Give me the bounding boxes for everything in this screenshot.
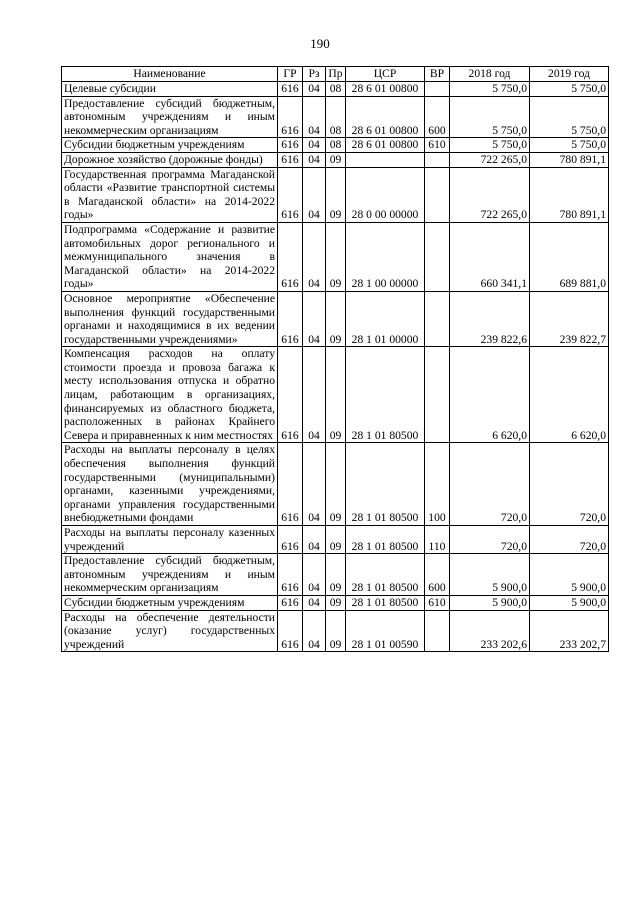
row-name: Предоставление субсидий бюджетным, автономным учреждениям и иным некоммерческим организациям [62,554,278,596]
row-gr: 616 [278,82,303,97]
row-pr: 09 [326,526,346,554]
row-vr: 600 [425,554,450,596]
row-csr: 28 1 01 80500 [346,347,425,443]
row-vr [425,291,450,346]
header-rz: Рз [303,67,326,82]
row-vr [425,610,450,652]
row-name: Подпрограмма «Содержание и развитие автомобильных дорог регионального и межмуниципального значения в Магаданской области» на 2014-2022 годы» [62,222,278,291]
row-name: Целевые субсидии [62,82,278,97]
table-row [62,554,609,596]
row-2018: 722 265,0 [450,167,530,222]
header-2018: 2018 год [450,67,530,82]
table-row [62,347,609,443]
row-2019: 239 822,7 [530,291,609,346]
row-csr: 28 0 00 00000 [346,167,425,222]
row-pr: 09 [326,167,346,222]
table-row [62,610,609,652]
header-csr: ЦСР [346,67,425,82]
table-row [62,138,609,153]
row-rz: 04 [303,138,326,153]
row-gr: 616 [278,138,303,153]
row-2018: 720,0 [450,526,530,554]
row-pr: 09 [326,554,346,596]
row-gr: 616 [278,595,303,610]
row-pr: 08 [326,82,346,97]
header-gr: ГР [278,67,303,82]
row-csr: 28 1 01 80500 [346,443,425,526]
row-name: Субсидии бюджетным учреждениям [62,595,278,610]
table-row [62,152,609,167]
row-gr: 616 [278,96,303,138]
row-pr: 09 [326,291,346,346]
row-name: Государственная программа Магаданской области «Развитие транспортной системы в Магаданской области» на 2014-2022 годы» [62,167,278,222]
row-2018: 5 750,0 [450,138,530,153]
row-gr: 616 [278,554,303,596]
row-vr: 110 [425,526,450,554]
row-pr: 09 [326,595,346,610]
row-2019: 720,0 [530,443,609,526]
row-2019: 5 900,0 [530,554,609,596]
row-gr: 616 [278,526,303,554]
header-2019: 2019 год [530,67,609,82]
row-2018: 239 822,6 [450,291,530,346]
row-vr [425,82,450,97]
row-2018: 5 750,0 [450,82,530,97]
row-2018: 660 341,1 [450,222,530,291]
table-header [62,67,609,82]
table-row [62,82,609,97]
row-2018: 5 900,0 [450,554,530,596]
row-name: Дорожное хозяйство (дорожные фонды) [62,152,278,167]
row-2019: 5 750,0 [530,96,609,138]
row-gr: 616 [278,291,303,346]
row-rz: 04 [303,610,326,652]
table-row [62,526,609,554]
table-row [62,291,609,346]
row-rz: 04 [303,291,326,346]
row-vr [425,152,450,167]
row-csr: 28 6 01 00800 [346,82,425,97]
row-gr: 616 [278,443,303,526]
row-rz: 04 [303,526,326,554]
table-row [62,167,609,222]
row-pr: 08 [326,138,346,153]
row-rz: 04 [303,82,326,97]
row-2018: 5 900,0 [450,595,530,610]
row-pr: 09 [326,610,346,652]
row-rz: 04 [303,96,326,138]
row-pr: 09 [326,443,346,526]
row-name: Основное мероприятие «Обеспечение выполнения функций государственными органами и находящимися в их ведении государственными учреждениями» [62,291,278,346]
header-row [62,67,609,82]
row-gr: 616 [278,610,303,652]
row-vr: 610 [425,138,450,153]
row-pr: 09 [326,152,346,167]
table-row [62,222,609,291]
table-body [62,82,609,652]
row-csr: 28 1 01 00590 [346,610,425,652]
row-gr: 616 [278,347,303,443]
row-csr [346,152,425,167]
row-2018: 720,0 [450,443,530,526]
table-row [62,443,609,526]
row-2019: 5 900,0 [530,595,609,610]
table-row [62,96,609,138]
row-rz: 04 [303,152,326,167]
row-2019: 5 750,0 [530,138,609,153]
row-rz: 04 [303,347,326,443]
row-csr: 28 1 01 00000 [346,291,425,346]
row-2018: 233 202,6 [450,610,530,652]
header-pr: Пр [326,67,346,82]
row-gr: 616 [278,167,303,222]
row-csr: 28 6 01 00800 [346,96,425,138]
row-rz: 04 [303,222,326,291]
row-rz: 04 [303,595,326,610]
row-name: Расходы на выплаты персоналу в целях обеспечения выполнения функций государственными (муниципальными) органами, казенными учреждениями, органами управления государственными внебюджетными фондами [62,443,278,526]
row-name: Расходы на обеспечение деятельности (оказание услуг) государственных учреждений [62,610,278,652]
row-name: Расходы на выплаты персоналу казенных учреждений [62,526,278,554]
row-vr [425,167,450,222]
row-csr: 28 1 01 80500 [346,526,425,554]
row-vr [425,222,450,291]
row-csr: 28 1 01 80500 [346,554,425,596]
row-pr: 09 [326,222,346,291]
row-gr: 616 [278,222,303,291]
page-number: 190 [310,36,330,51]
row-csr: 28 1 00 00000 [346,222,425,291]
row-pr: 09 [326,347,346,443]
row-2019: 233 202,7 [530,610,609,652]
row-rz: 04 [303,554,326,596]
row-2019: 689 881,0 [530,222,609,291]
row-2019: 780 891,1 [530,167,609,222]
row-pr: 08 [326,96,346,138]
row-gr: 616 [278,152,303,167]
row-vr: 100 [425,443,450,526]
budget-table [61,66,609,652]
row-rz: 04 [303,167,326,222]
row-2018: 722 265,0 [450,152,530,167]
table-row [62,595,609,610]
row-vr [425,347,450,443]
header-name: Наименование [62,67,278,82]
row-2018: 5 750,0 [450,96,530,138]
row-rz: 04 [303,443,326,526]
row-2019: 5 750,0 [530,82,609,97]
row-name: Предоставление субсидий бюджетным, автономным учреждениям и иным некоммерческим организациям [62,96,278,138]
row-2018: 6 620,0 [450,347,530,443]
row-csr: 28 6 01 00800 [346,138,425,153]
row-2019: 720,0 [530,526,609,554]
row-name: Компенсация расходов на оплату стоимости проезда и провоза багажа к месту использования отпуска и обратно лицам, работающим в организациях, финансируемых из областного бюджета, расположенных в районах Крайнего Севера и приравненных к ним местностях [62,347,278,443]
row-csr: 28 1 01 80500 [346,595,425,610]
row-vr: 600 [425,96,450,138]
header-vr: ВР [425,67,450,82]
row-name: Субсидии бюджетным учреждениям [62,138,278,153]
row-vr: 610 [425,595,450,610]
row-2019: 6 620,0 [530,347,609,443]
row-2019: 780 891,1 [530,152,609,167]
